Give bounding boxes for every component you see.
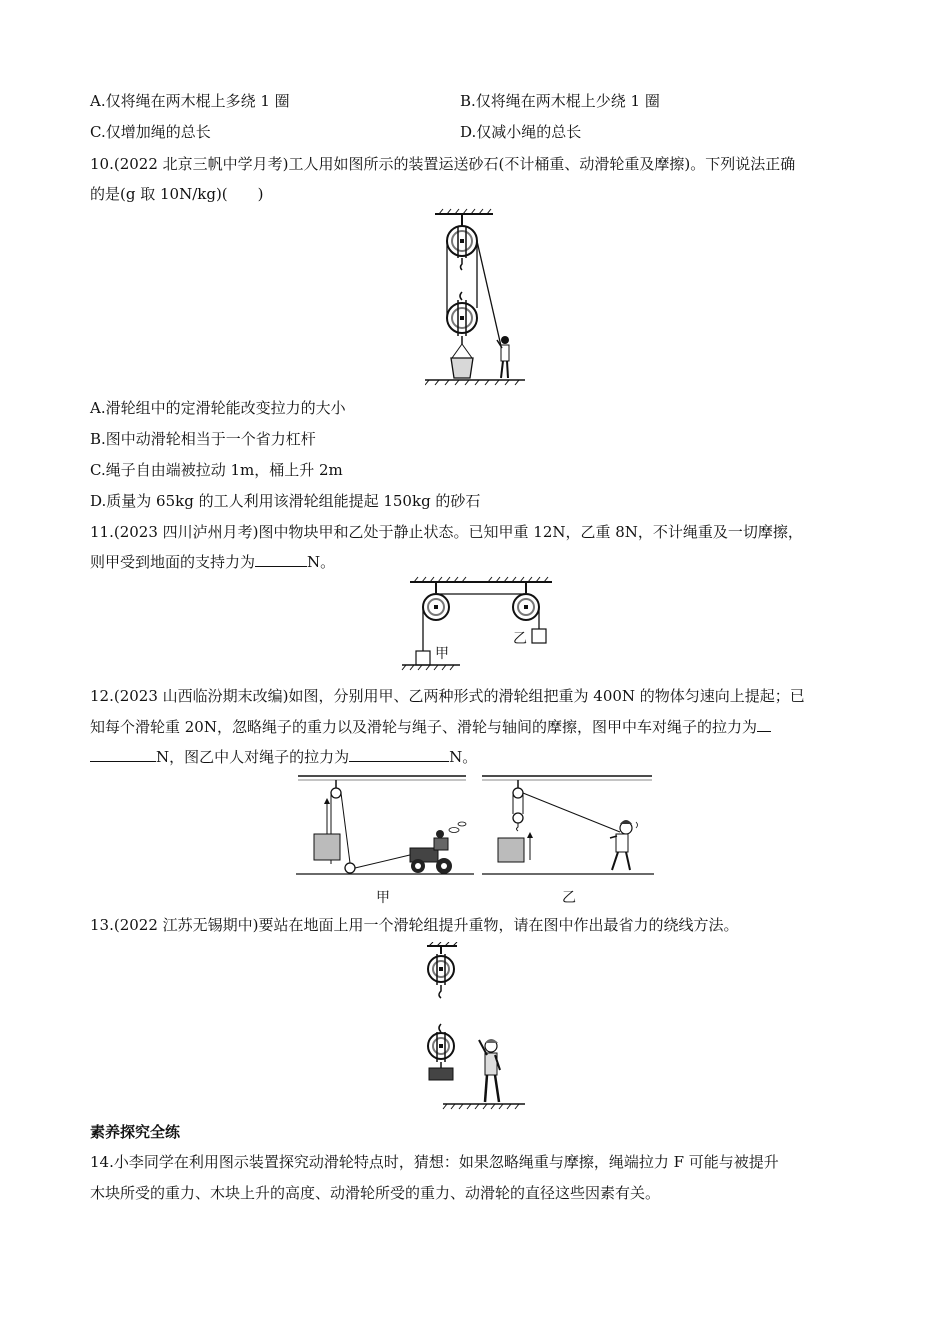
q11-pulley-figure: [400, 575, 560, 673]
q11-answer-blank[interactable]: [255, 552, 307, 567]
q10-pulley-figure: [425, 208, 525, 388]
q10-option-c: C.绳子自由端被拉动 1m，桶上升 2m: [90, 461, 343, 479]
q12-figure-jia: [294, 772, 474, 880]
q12-stem-line2-text: 知每个滑轮重 20N，忽略绳子的重力以及滑轮与绳子、滑轮与轴间的摩擦，图甲中车对绳子的拉力为: [90, 718, 757, 736]
q11-label-jia: 甲: [435, 646, 449, 662]
q10-option-d: D.质量为 65kg 的工人利用该滑轮组能提起 150kg 的砂石: [90, 492, 481, 510]
q9-option-b: B.仅将绳在两木棍上少绕 1 圈: [460, 92, 660, 110]
q12-caption-yi: 乙: [562, 890, 576, 906]
q11-unit: N。: [307, 553, 336, 571]
q12-stem-line3: [90, 747, 477, 767]
q10-option-a: A.滑轮组中的定滑轮能改变拉力的大小: [90, 399, 346, 417]
q12-stem-line3-text: N，图乙中人对绳子的拉力为: [156, 748, 350, 766]
q14-stem-line1: 14.小李同学在利用图示装置探究动滑轮特点时，猜想：如果忽略绳重与摩擦，绳端拉力 F 可能与被提升: [90, 1153, 779, 1171]
q12-unit: N。: [449, 748, 478, 766]
q11-label-yi: 乙: [513, 631, 527, 647]
q9-option-a: A.仅将绳在两木棍上多绕 1 圈: [90, 92, 290, 110]
q12-stem-line2: [90, 717, 771, 737]
q10-stem-line1: 10.(2022 北京三帆中学月考)工人用如图所示的装置运送砂石(不计桶重、动滑轮重及摩擦)。下列说法正确: [90, 155, 796, 173]
q11-stem-line2: [90, 552, 335, 572]
q11-stem-text: 则甲受到地面的支持力为: [90, 553, 256, 571]
q10-option-b: B.图中动滑轮相当于一个省力杠杆: [90, 430, 316, 448]
q12-caption-jia: 甲: [376, 890, 390, 906]
q12-answer-blank-1b[interactable]: [90, 747, 156, 762]
q11-stem-line1: 11.(2023 四川泸州月考)图中物块甲和乙处于静止状态。已知甲重 12N，乙重 8N，不计绳重及一切摩擦，: [90, 523, 803, 541]
q12-figure-yi: [480, 772, 656, 880]
q12-answer-blank-1a[interactable]: [757, 717, 771, 732]
q9-option-d: D.仅减小绳的总长: [460, 123, 582, 141]
q14-stem-line2: 木块所受的重力、木块上升的高度、动滑轮所受的重力、动滑轮的直径这些因素有关。: [90, 1184, 661, 1202]
section-title: 素养探究全练: [90, 1123, 181, 1141]
q10-stem-line2: 的是(g 取 10N/kg)( ): [90, 185, 264, 203]
q9-option-c: C.仅增加绳的总长: [90, 123, 211, 141]
q13-pulley-figure: [405, 942, 530, 1110]
q12-answer-blank-2[interactable]: [349, 747, 449, 762]
q12-stem-line1: 12.(2023 山西临汾期末改编)如图，分别用甲、乙两种形式的滑轮组把重为 400N 的物体匀速向上提起；已: [90, 687, 805, 705]
q13-stem: 13.(2022 江苏无锡期中)要站在地面上用一个滑轮组提升重物，请在图中作出最省力的绕线方法。: [90, 916, 739, 934]
